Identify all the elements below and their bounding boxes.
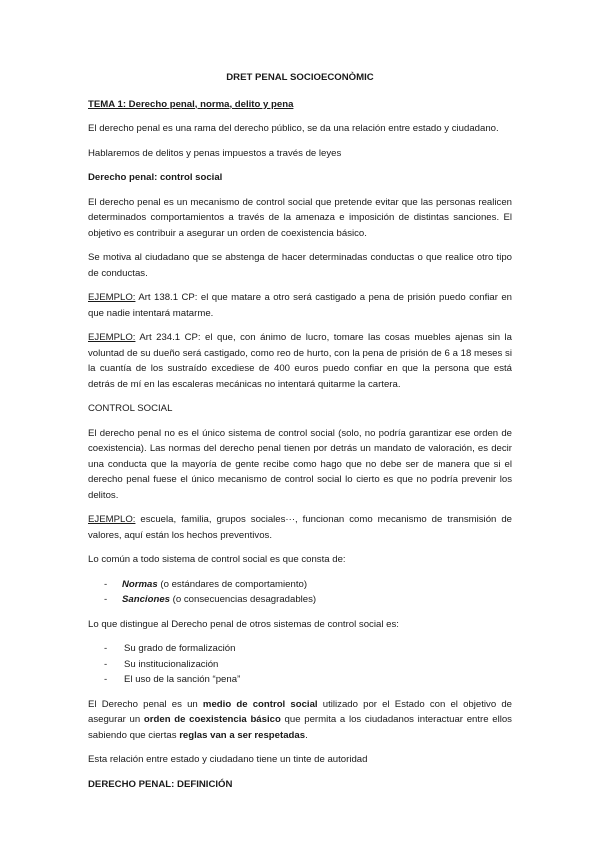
list-item [104,577,512,593]
example-1 [88,290,512,321]
list-item-desc: (o consecuencias desagradables) [170,594,317,605]
paragraph-distingue: Lo que distingue al Derecho penal de otros sistemas de control social es: [88,618,399,630]
example-2 [88,330,512,392]
list-item: - Su institucionalización [104,657,512,673]
example-label: EJEMPLO: [88,332,136,343]
bold-run: medio de control social [202,698,318,710]
example-text: Art 234.1 CP: el que, con ánimo de lucro, tomare las cosas muebles ajenas sin la voluntad de su dueño será castigado, como reo de hurto, con la pena de prisión de 6 a 18 meses si la cuantía de los sustraído excediese de 400 euros puedo confiar en que la persona que está detrás de mí en las escaleras mecánicas no intentará quitarme la cartera. [88,332,512,390]
example-label: EJEMPLO: [88,514,136,525]
example-text: Art 138.1 CP: el que matare a otro será castigado a pena de prisión puedo confiar en que nadie intentará matarme. [88,292,512,319]
paragraph-comun: Lo común a todo sistema de control social es que consta de: [88,554,346,565]
bold-run: orden de coexistencia básico [143,714,281,725]
list-item: - El uso de la sanción “pena” [104,672,512,688]
section-heading-control-text: Derecho penal: control social [88,172,223,183]
paragraph-delitos: Hablaremos de delitos y penas impuestos a través de leyes [88,147,342,159]
section-heading-definicion-text: DERECHO PENAL: DEFINICIÓN [88,778,233,790]
paragraph-intro: El derecho penal es una rama del derecho público, se da una relación entre estado y ciudadano. [88,123,499,134]
example-label: EJEMPLO: [88,292,136,303]
text-run: . [305,729,308,741]
text-run: utilizado por el Estado con el objetivo de asegurar un [88,698,513,725]
paragraph-mecanismo: El derecho penal es un mecanismo de control social que pretende evitar que las personas realicen determinados comportamientos a través de la amenaza e imposición de distintas sanciones. El objetivo es contribuir a asegurar un orden de coexistencia básico. [88,196,512,239]
list-item: - Su grado de formalización [104,641,512,657]
elements-list [88,577,512,608]
list-item-term: Sanciones [122,594,170,605]
paragraph-medio-control [88,697,512,744]
paragraph-no-unico: El derecho penal no es el único sistema de control social (solo, no podría garantizar ese orden de coexistencia). Las normas del derecho penal tienen por detrás un mandato de valoración, es decir una conducta que la mayoría de gente recibe como hago que no debe ser de manera que si el derecho penal fuese el único mecanismo de control social lo cierto es que no podría prevenir los delitos. [88,427,512,501]
section-heading-control [88,170,512,186]
topic-heading-text: TEMA 1: Derecho penal, norma, delito y pena [88,98,294,110]
list-item-term: Normas [122,578,158,590]
distinctions-list [88,641,512,688]
text-run: que permita a los ciudadanos interactuar entre ellos sabiendo que ciertas [88,714,512,741]
example-3 [88,512,512,543]
document-title: DRET PENAL SOCIOECONÒMIC [226,72,374,83]
list-item [104,592,512,608]
topic-heading [88,97,512,113]
section-heading-definicion [88,777,512,793]
bold-run: reglas van a ser respetadas [179,729,306,741]
example-text: escuela, familia, grupos sociales···, funcionan como mecanismo de transmisión de valores, aquí están los hechos preventivos. [88,514,512,541]
paragraph-autoridad: Esta relación entre estado y ciudadano tiene un tinte de autoridad [88,754,368,765]
text-run: El Derecho penal es un [88,698,203,710]
list-item-desc: (o estándares de comportamiento) [157,578,308,590]
control-social-heading: CONTROL SOCIAL [88,403,173,414]
paragraph-motiva: Se motiva al ciudadano que se abstenga de hacer determinadas conductas o que realice otro tipo de conductas. [88,252,512,279]
